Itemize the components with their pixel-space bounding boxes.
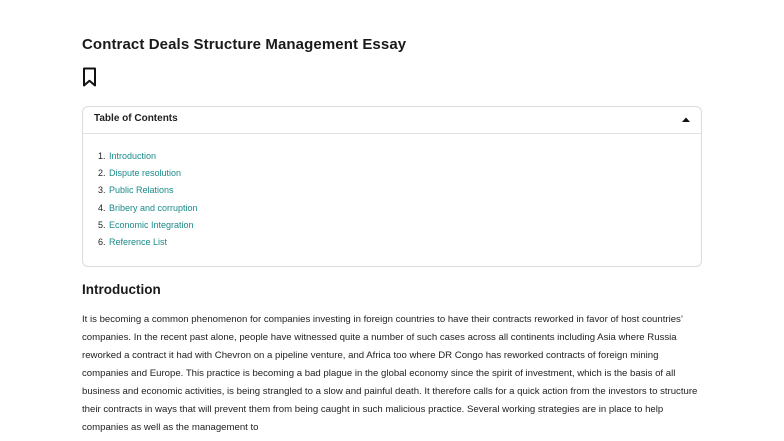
toc-link-introduction[interactable]: Introduction xyxy=(109,151,157,161)
toc-list xyxy=(98,148,198,251)
toc-item-number: 3. xyxy=(98,185,106,196)
toc-item xyxy=(98,148,198,165)
toc-item xyxy=(98,234,198,251)
toc-item xyxy=(98,200,198,217)
chevron-up-icon[interactable] xyxy=(681,116,691,123)
toc-item-number: 5. xyxy=(98,219,106,230)
toc-title: Table of Contents xyxy=(94,113,178,124)
toc-item-number: 1. xyxy=(98,151,106,161)
toc-link-dispute-resolution[interactable]: Dispute resolution xyxy=(109,168,182,179)
toc-link-economic-integration[interactable]: Economic Integration xyxy=(109,219,194,230)
toc-item xyxy=(98,182,198,199)
toc-link-public-relations[interactable]: Public Relations xyxy=(109,185,174,196)
toc-item xyxy=(98,165,198,182)
toc-header[interactable] xyxy=(83,107,701,134)
toc-item xyxy=(98,217,198,234)
bookmark-icon[interactable] xyxy=(82,67,97,87)
section-heading-introduction: Introduction xyxy=(82,282,161,297)
toc-item-number: 2. xyxy=(98,168,106,179)
toc-link-reference-list[interactable]: Reference List xyxy=(109,236,168,247)
table-of-contents xyxy=(82,106,702,267)
toc-item-number: 4. xyxy=(98,202,106,213)
toc-link-bribery-and-corruption[interactable]: Bribery and corruption xyxy=(109,202,198,213)
page-title: Contract Deals Structure Management Essay xyxy=(82,36,407,53)
intro-paragraph: It is becoming a common phenomenon for companies investing in foreign countries to have their contracts reworked in favor of host countries’ companies. In the recent past alone, people have witnessed quite a number of such cases across all continents including Asia where Russia reworked a contract it had with Chevron on a pipeline venture, and Africa too where DR Congo has reworked contracts of foreign mining companies and Europe. This practice is becoming a bad plague in the global economy since the spirit of investment, which is the basis of all business and economic activities, is being strangled to a slow and painful death. It therefore calls for a quick action from the investors to structure their contracts in ways that will prevent them from being caught in such malicious practice. Several working strategies are in place to help companies as well as the management to xyxy=(82,314,698,433)
toc-item-number: 6. xyxy=(98,236,106,247)
